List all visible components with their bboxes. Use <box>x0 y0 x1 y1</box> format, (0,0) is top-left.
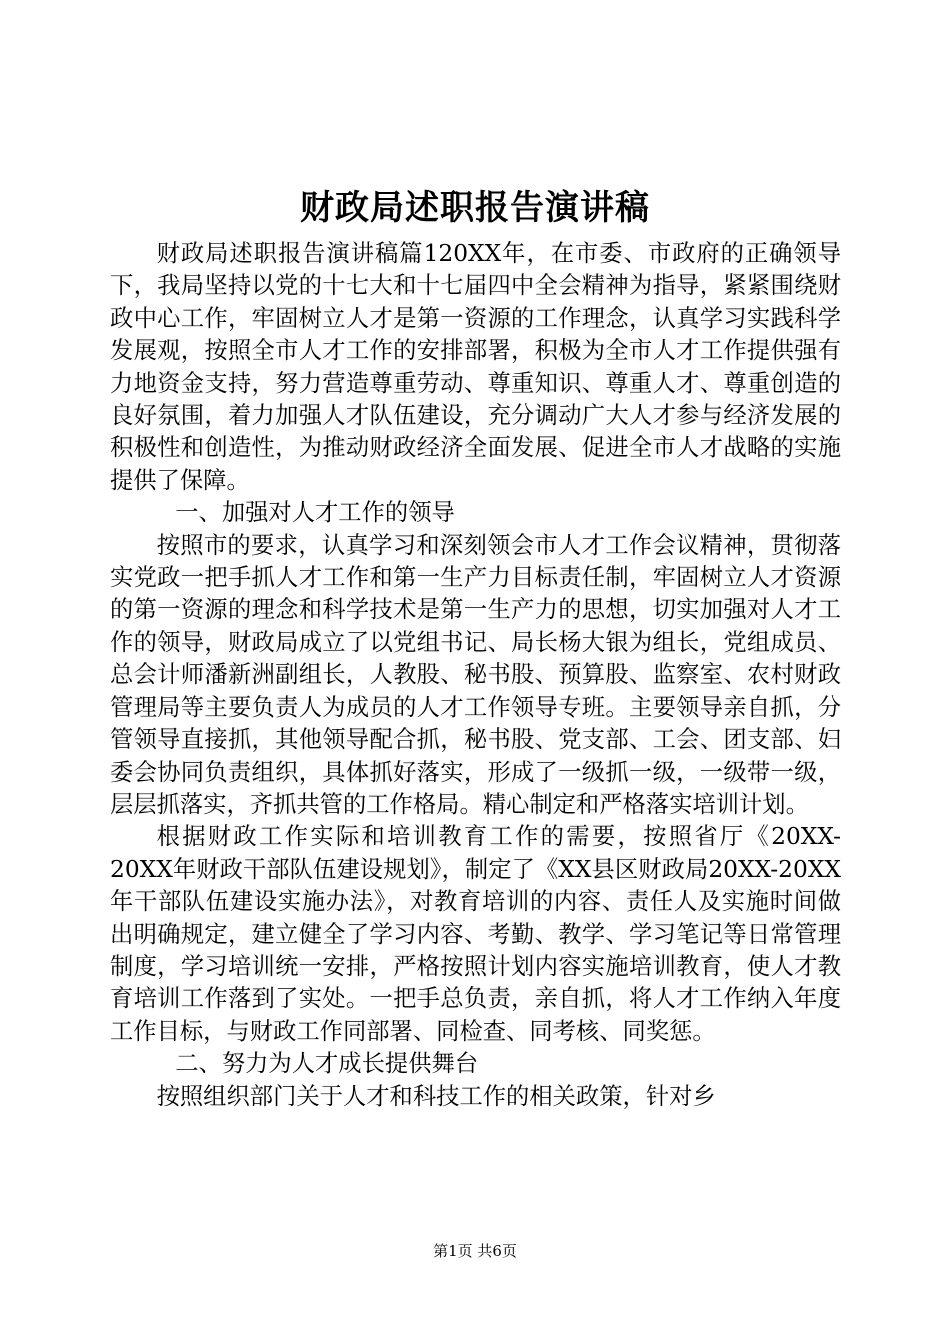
page-footer: 第1页 共6页 <box>433 1242 517 1260</box>
paragraph-leadership: 按照市的要求，认真学习和深刻领会市人才工作会议精神，贯彻落实党政一把手抓人才工作和第一生产力目标责任制，牢固树立人才资源的第一资源的理念和科学技术是第一生产力的思想，切实加强对人才工作的领导，财政局成立了以党组书记、局长杨大银为组长，党组成员、总会计师潘新洲副组长，人教股、秘书股、预算股、监察室、农村财政管理局等主要负责人为成员的人才工作领导专班。主要领导亲自抓，分管领导直接抓，其他领导配合抓，秘书股、党支部、工会、团支部、妇委会协同负责组织，具体抓好落实，形成了一级抓一级，一级带一级，层层抓落实，齐抓共管的工作格局。精心制定和严格落实培训计划。 <box>110 531 841 818</box>
section-heading-2: 二、努力为人才成长提供舞台 <box>175 1050 479 1078</box>
document-body <box>110 238 841 1113</box>
document-title: 财政局述职报告演讲稿 <box>300 188 650 228</box>
paragraph-training-plan: 根据财政工作实际和培训教育工作的需要，按照省厅《20XX-20XX年财政干部队伍建设规划》，制定了《XX县区财政局20XX-20XX年干部队伍建设实施办法》，对教育培训的内容、责任人及实施时间做出明确规定，建立健全了学习内容、考勤、教学、学习笔记等日常管理制度，学习培训统一安排，严格按照计划内容实施培训教育，使人才教育培训工作落到了实处。一把手总负责，亲自抓，将人才工作纳入年度工作目标，与财政工作同部署、同检查、同考核、同奖惩。 <box>110 823 841 1045</box>
paragraph-intro: 财政局述职报告演讲稿篇120XX年，在市委、市政府的正确领导下，我局坚持以党的十七大和十七届四中全会精神为指导，紧紧围绕财政中心工作，牢固树立人才是第一资源的工作理念，认真学习实践科学发展观，按照全市人才工作的安排部署，积极为全市人才工作提供强有力地资金支持，努力营造尊重劳动、尊重知识、尊重人才、尊重创造的良好氛围，着力加强人才队伍建设，充分调动广大人才参与经济发展的积极性和创造性，为推动财政经济全面发展、促进全市人才战略的实施提供了保障。 <box>110 240 841 494</box>
section-heading-1: 一、加强对人才工作的领导 <box>175 499 455 527</box>
paragraph-policy: 按照组织部门关于人才和科技工作的相关政策，针对乡 <box>156 1082 716 1110</box>
